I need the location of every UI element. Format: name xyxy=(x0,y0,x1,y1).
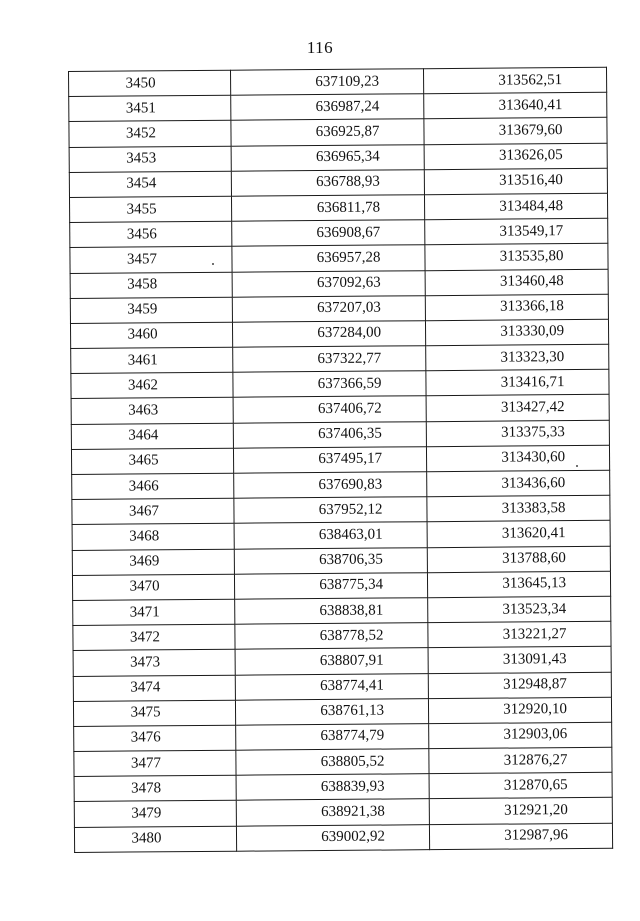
coordinates-table xyxy=(68,67,613,853)
x-coordinate-cell: 637406,72 xyxy=(233,396,426,423)
x-coordinate-cell: 637092,63 xyxy=(232,270,425,297)
y-coordinate-cell: 313427,42 xyxy=(426,395,609,422)
x-coordinate-cell: 638921,38 xyxy=(236,799,429,826)
point-number-cell: 3480 xyxy=(74,826,236,852)
page-number: 116 xyxy=(306,38,334,57)
x-coordinate-cell: 639002,92 xyxy=(236,824,429,851)
point-number-cell: 3452 xyxy=(69,121,231,147)
y-coordinate-cell: 313549,17 xyxy=(425,218,608,245)
x-coordinate-cell: 637284,00 xyxy=(232,321,425,348)
x-coordinate-cell: 638761,13 xyxy=(235,698,428,725)
point-number-cell: 3476 xyxy=(74,725,236,751)
y-coordinate-cell: 313375,33 xyxy=(426,420,609,447)
point-number-cell: 3471 xyxy=(73,599,235,625)
coordinates-table-body xyxy=(69,67,613,852)
x-coordinate-cell: 636925,87 xyxy=(231,119,424,146)
y-coordinate-cell: 313562,51 xyxy=(423,67,606,94)
y-coordinate-cell: 313383,58 xyxy=(427,495,610,522)
point-number-cell: 3456 xyxy=(70,221,232,247)
point-number-cell: 3459 xyxy=(70,297,232,323)
y-coordinate-cell: 313323,30 xyxy=(426,344,609,371)
x-coordinate-cell: 637952,12 xyxy=(234,497,427,524)
y-coordinate-cell: 312876,27 xyxy=(429,747,612,774)
y-coordinate-cell: 313091,43 xyxy=(428,647,611,674)
x-coordinate-cell: 638706,35 xyxy=(234,547,427,574)
point-number-cell: 3454 xyxy=(69,171,231,197)
point-number-cell: 3470 xyxy=(72,574,234,600)
point-number-cell: 3468 xyxy=(72,524,234,550)
point-number-cell: 3475 xyxy=(73,700,235,726)
x-coordinate-cell: 636965,34 xyxy=(231,144,424,171)
point-number-cell: 3458 xyxy=(70,272,232,298)
y-coordinate-cell: 313416,71 xyxy=(426,370,609,397)
y-coordinate-cell: 313620,41 xyxy=(427,521,610,548)
point-number-cell: 3464 xyxy=(71,423,233,449)
y-coordinate-cell: 313645,13 xyxy=(427,571,610,598)
scan-speck xyxy=(212,263,214,265)
x-coordinate-cell: 637406,35 xyxy=(233,421,426,448)
y-coordinate-cell: 313484,48 xyxy=(424,193,607,220)
y-coordinate-cell: 312948,87 xyxy=(428,672,611,699)
x-coordinate-cell: 637109,23 xyxy=(230,69,423,96)
scan-speck xyxy=(576,465,578,467)
y-coordinate-cell: 313430,60 xyxy=(426,445,609,472)
point-number-cell: 3467 xyxy=(72,498,234,524)
point-number-cell: 3461 xyxy=(71,347,233,373)
y-coordinate-cell: 312870,65 xyxy=(429,772,612,799)
point-number-cell: 3450 xyxy=(69,70,231,96)
y-coordinate-cell: 313221,27 xyxy=(428,621,611,648)
x-coordinate-cell: 637322,77 xyxy=(233,346,426,373)
x-coordinate-cell: 638838,81 xyxy=(235,598,428,625)
point-number-cell: 3478 xyxy=(74,775,236,801)
y-coordinate-cell: 313679,60 xyxy=(424,118,607,145)
y-coordinate-cell: 313366,18 xyxy=(425,294,608,321)
y-coordinate-cell: 312921,20 xyxy=(429,798,612,825)
y-coordinate-cell: 313330,09 xyxy=(425,319,608,346)
y-coordinate-cell: 312920,10 xyxy=(428,697,611,724)
x-coordinate-cell: 638774,41 xyxy=(235,673,428,700)
y-coordinate-cell: 312987,96 xyxy=(429,823,612,850)
y-coordinate-cell: 313535,80 xyxy=(425,244,608,271)
point-number-cell: 3465 xyxy=(71,448,233,474)
x-coordinate-cell: 637366,59 xyxy=(233,371,426,398)
y-coordinate-cell: 313516,40 xyxy=(424,168,607,195)
x-coordinate-cell: 638805,52 xyxy=(236,749,429,776)
x-coordinate-cell: 636908,67 xyxy=(232,220,425,247)
x-coordinate-cell: 638775,34 xyxy=(234,572,427,599)
y-coordinate-cell: 313626,05 xyxy=(424,143,607,170)
point-number-cell: 3457 xyxy=(70,247,232,273)
y-coordinate-cell: 313640,41 xyxy=(424,92,607,119)
point-number-cell: 3466 xyxy=(72,473,234,499)
x-coordinate-cell: 636987,24 xyxy=(231,94,424,121)
point-number-cell: 3460 xyxy=(70,322,232,348)
y-coordinate-cell: 313788,60 xyxy=(427,546,610,573)
point-number-cell: 3453 xyxy=(69,146,231,172)
coordinates-table-wrapper xyxy=(68,67,612,853)
y-coordinate-cell: 313436,60 xyxy=(427,470,610,497)
point-number-cell: 3472 xyxy=(73,624,235,650)
x-coordinate-cell: 638778,52 xyxy=(235,623,428,650)
x-coordinate-cell: 637207,03 xyxy=(232,295,425,322)
point-number-cell: 3455 xyxy=(69,196,231,222)
y-coordinate-cell: 313523,34 xyxy=(428,596,611,623)
x-coordinate-cell: 636811,78 xyxy=(231,195,424,222)
point-number-cell: 3463 xyxy=(71,398,233,424)
x-coordinate-cell: 638839,93 xyxy=(236,774,429,801)
point-number-cell: 3477 xyxy=(74,750,236,776)
table-row xyxy=(74,823,612,852)
x-coordinate-cell: 636788,93 xyxy=(231,169,424,196)
x-coordinate-cell: 637495,17 xyxy=(233,447,426,474)
point-number-cell: 3469 xyxy=(72,549,234,575)
point-number-cell: 3462 xyxy=(71,372,233,398)
y-coordinate-cell: 312903,06 xyxy=(429,722,612,749)
x-coordinate-cell: 638463,01 xyxy=(234,522,427,549)
x-coordinate-cell: 636957,28 xyxy=(232,245,425,272)
x-coordinate-cell: 638774,79 xyxy=(236,724,429,751)
point-number-cell: 3479 xyxy=(74,801,236,827)
point-number-cell: 3474 xyxy=(73,675,235,701)
point-number-cell: 3473 xyxy=(73,650,235,676)
y-coordinate-cell: 313460,48 xyxy=(425,269,608,296)
x-coordinate-cell: 637690,83 xyxy=(234,472,427,499)
x-coordinate-cell: 638807,91 xyxy=(235,648,428,675)
point-number-cell: 3451 xyxy=(69,95,231,121)
